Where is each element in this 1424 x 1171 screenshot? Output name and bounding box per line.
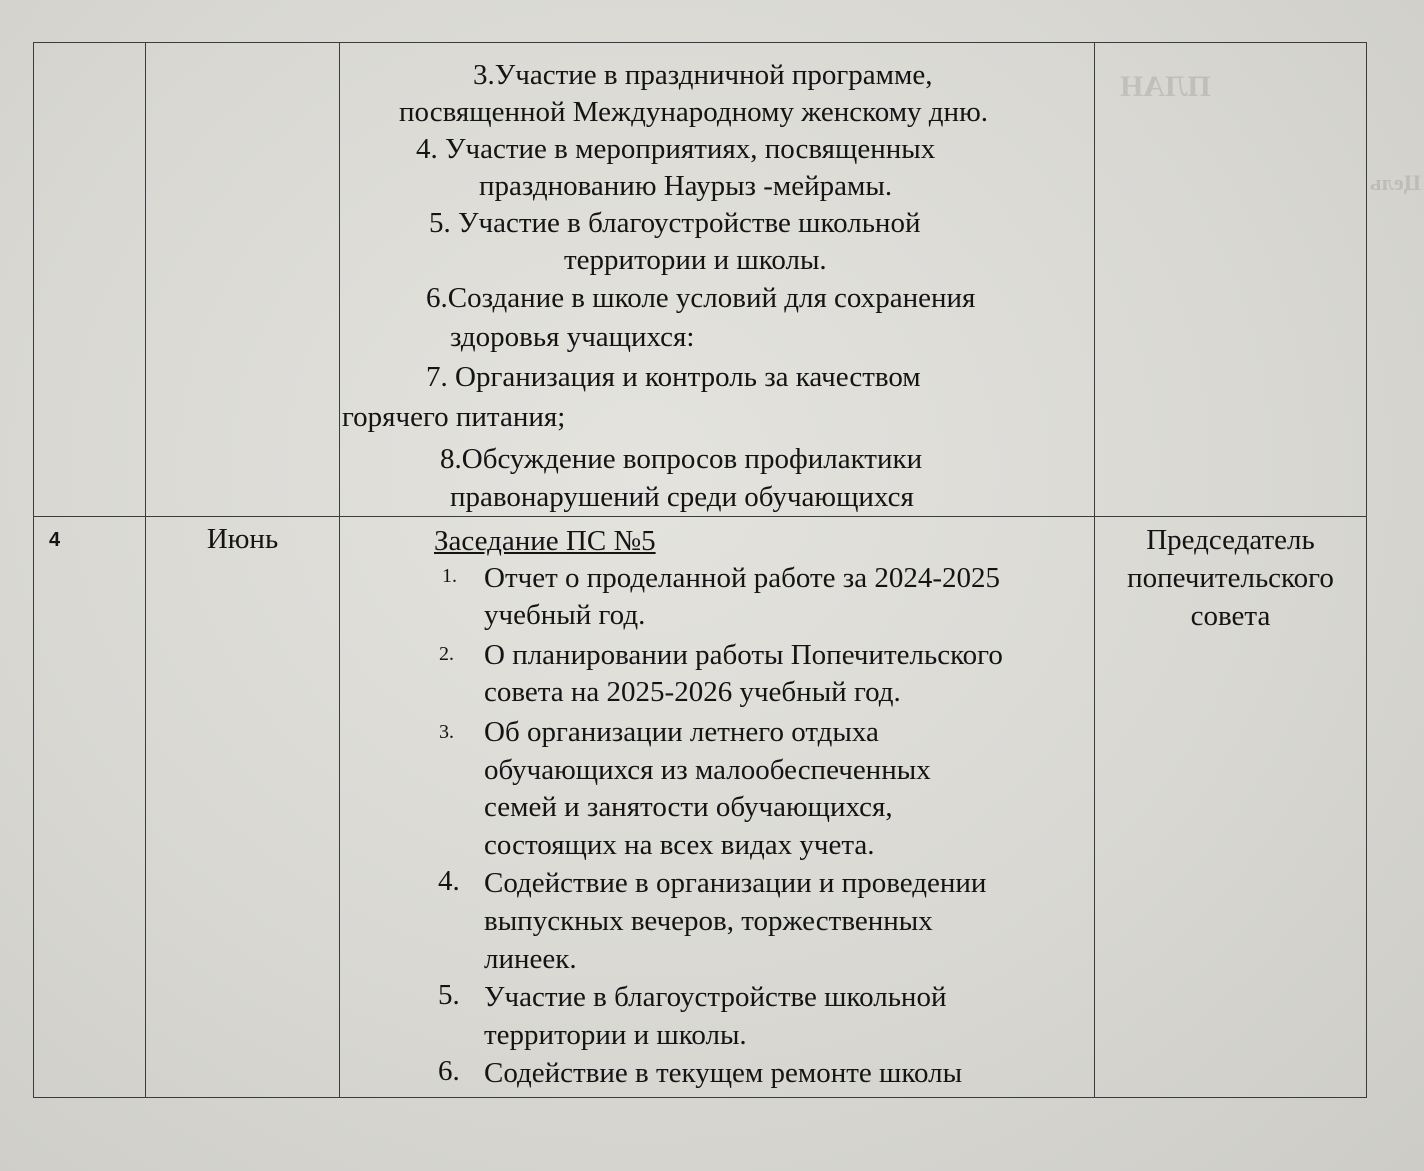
activity-line: горячего питания; [342,401,566,433]
list-item: обучающихся из малообеспеченных [484,754,931,786]
bleed-through-text: ПЛАН [1120,70,1211,103]
activity-line: посвященной Международному женскому дню. [399,96,988,128]
list-item: Участие в благоустройстве школьной [484,981,947,1013]
list-marker: 2. [439,643,454,665]
list-item: территории и школы. [484,1019,747,1051]
activities-cell [340,43,1095,517]
list-item: Содействие в текущем ремонте школы [484,1057,963,1089]
list-item: линеек. [484,943,577,975]
list-item: семей и занятости обучающихся, [484,791,893,823]
list-item: состоящих на всех видах учета. [484,829,875,861]
plan-table [33,42,1367,1098]
list-item: учебный год. [484,599,646,631]
responsible-line: совета [1190,600,1271,632]
number-cell [34,43,146,517]
activities-cell [340,517,1095,1098]
activity-line: 8.Обсуждение вопросов профилактики [440,443,923,475]
table-row [34,517,1367,1098]
list-item: совета на 2025-2026 учебный год. [484,676,901,708]
table-row [34,43,1367,517]
activity-line: 5. Участие в благоустройстве школьной [429,207,921,239]
bleed-through-text: Цель [1370,170,1421,195]
number-cell: 4 [34,517,146,1098]
list-marker: 5. [438,979,460,1011]
activity-line: здоровья учащихся: [450,321,695,353]
month-cell [146,43,340,517]
activity-line: 4. Участие в мероприятиях, посвященных [416,133,936,165]
list-marker: 1. [442,565,457,587]
responsible-cell [1095,517,1367,1098]
activity-line: территории и школы. [564,244,827,276]
list-item: выпускных вечеров, торжественных [484,905,933,937]
activity-line: 3.Участие в праздничной программе, [473,59,933,91]
activity-line: 7. Организация и контроль за качеством [426,361,921,393]
activity-line: 6.Создание в школе условий для сохранения [426,282,976,314]
list-item: Содействие в организации и проведении [484,867,987,899]
list-marker: 6. [438,1055,460,1087]
list-marker: 3. [439,721,454,743]
list-item: Об организации летнего отдыха [484,716,879,748]
responsible-line: попечительского [1127,562,1334,594]
activity-line: правонарушений среди обучающихся [450,481,914,513]
activity-line: празднованию Наурыз -мейрамы. [479,170,893,202]
meeting-heading: Заседание ПС №5 [434,525,656,557]
month-cell: Июнь [146,517,340,1098]
responsible-cell [1095,43,1367,517]
responsible-line: Председатель [1146,524,1315,556]
list-item: Отчет о проделанной работе за 2024-2025 [484,562,1000,594]
list-item: О планировании работы Попечительского [484,639,1003,671]
list-marker: 4. [438,865,460,897]
